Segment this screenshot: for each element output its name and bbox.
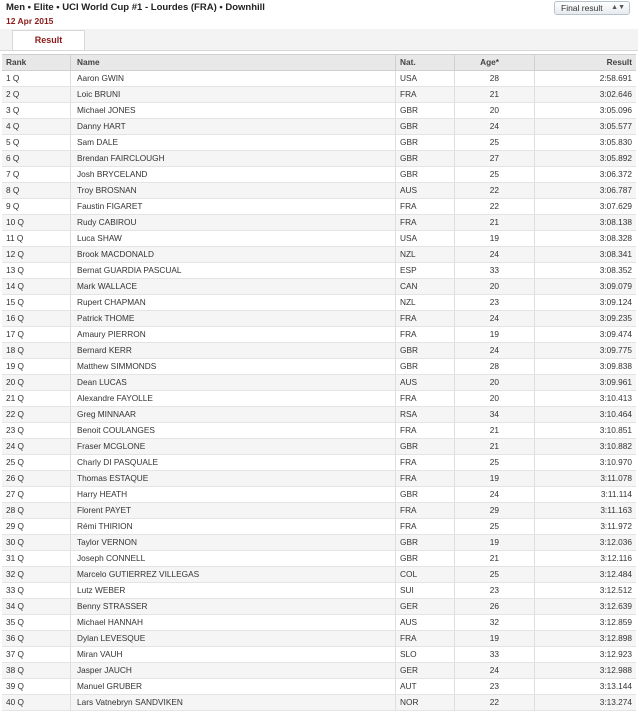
rider-name-cell: Miran VAUH — [77, 647, 396, 662]
nationality-cell: FRA — [400, 471, 455, 486]
rank-cell: 32 Q — [6, 567, 71, 582]
rank-cell: 34 Q — [6, 599, 71, 614]
table-row — [2, 695, 636, 711]
table-row — [2, 647, 636, 663]
column-header-result[interactable]: Result — [606, 57, 632, 67]
result-time-cell: 3:11.078 — [600, 473, 632, 483]
nationality-cell: GBR — [400, 487, 455, 502]
rank-cell: 25 Q — [6, 455, 71, 470]
age-cell: 28 — [489, 361, 499, 371]
rank-cell: 38 Q — [6, 663, 71, 678]
rank-cell: 24 Q — [6, 439, 71, 454]
result-time-cell: 3:12.116 — [600, 553, 632, 563]
result-time-cell: 3:02.646 — [599, 89, 632, 99]
rank-cell: 14 Q — [6, 279, 71, 294]
rank-cell: 7 Q — [6, 167, 71, 182]
column-header-age[interactable]: Age* — [480, 57, 499, 67]
rank-cell: 12 Q — [6, 247, 71, 262]
age-cell: 20 — [489, 281, 499, 291]
age-cell: 22 — [489, 201, 499, 211]
result-time-cell: 3:12.512 — [599, 585, 632, 595]
nationality-cell: FRA — [400, 199, 455, 214]
age-cell: 24 — [489, 249, 499, 259]
result-time-cell: 3:10.970 — [599, 457, 632, 467]
select-arrows-icon: ▲▼ — [611, 4, 625, 11]
age-cell: 19 — [489, 329, 499, 339]
age-cell: 26 — [489, 601, 499, 611]
result-time-cell: 3:08.138 — [599, 217, 632, 227]
tab-result[interactable]: Result — [12, 30, 85, 50]
result-time-cell: 3:09.124 — [599, 297, 632, 307]
rider-name-cell: Taylor VERNON — [77, 535, 396, 550]
column-header-name[interactable]: Name — [77, 55, 396, 70]
result-time-cell: 3:08.328 — [599, 233, 632, 243]
nationality-cell: GBR — [400, 135, 455, 150]
nationality-cell: FRA — [400, 423, 455, 438]
table-row — [2, 519, 636, 535]
rank-cell: 33 Q — [6, 583, 71, 598]
nationality-cell: NZL — [400, 295, 455, 310]
rider-name-cell: Aaron GWIN — [77, 71, 396, 86]
rider-name-cell: Florent PAYET — [77, 503, 396, 518]
age-cell: 24 — [489, 313, 499, 323]
nationality-cell: GBR — [400, 119, 455, 134]
rider-name-cell: Jasper JAUCH — [77, 663, 396, 678]
result-time-cell: 3:12.988 — [599, 665, 632, 675]
rider-name-cell: Rupert CHAPMAN — [77, 295, 396, 310]
age-cell: 28 — [489, 73, 499, 83]
rider-name-cell: Brook MACDONALD — [77, 247, 396, 262]
rider-name-cell: Manuel GRUBER — [77, 679, 396, 694]
nationality-cell: USA — [400, 231, 455, 246]
rider-name-cell: Mark WALLACE — [77, 279, 396, 294]
rank-cell: 22 Q — [6, 407, 71, 422]
table-row — [2, 279, 636, 295]
rider-name-cell: Troy BROSNAN — [77, 183, 396, 198]
rank-cell: 20 Q — [6, 375, 71, 390]
column-header-nat[interactable]: Nat. — [400, 55, 455, 70]
nationality-cell: GER — [400, 663, 455, 678]
nationality-cell: FRA — [400, 391, 455, 406]
result-time-cell: 3:12.639 — [599, 601, 632, 611]
table-row — [2, 199, 636, 215]
age-cell: 20 — [489, 393, 499, 403]
result-time-cell: 3:08.341 — [599, 249, 632, 259]
age-cell: 33 — [489, 649, 499, 659]
table-row — [2, 551, 636, 567]
result-time-cell: 3:06.787 — [599, 185, 632, 195]
rank-cell: 1 Q — [6, 71, 71, 86]
rank-cell: 36 Q — [6, 631, 71, 646]
result-time-cell: 3:10.851 — [599, 425, 632, 435]
rank-cell: 28 Q — [6, 503, 71, 518]
rider-name-cell: Lars Vatnebryn SANDVIKEN — [77, 695, 396, 710]
age-cell: 24 — [489, 665, 499, 675]
result-time-cell: 3:06.372 — [599, 169, 632, 179]
age-cell: 19 — [489, 633, 499, 643]
rider-name-cell: Patrick THOME — [77, 311, 396, 326]
result-time-cell: 3:11.972 — [600, 521, 632, 531]
rider-name-cell: Michael HANNAH — [77, 615, 396, 630]
nationality-cell: FRA — [400, 631, 455, 646]
age-cell: 25 — [489, 457, 499, 467]
nationality-cell: SUI — [400, 583, 455, 598]
age-cell: 19 — [489, 473, 499, 483]
rank-cell: 31 Q — [6, 551, 71, 566]
nationality-cell: GBR — [400, 151, 455, 166]
nationality-cell: NZL — [400, 247, 455, 262]
age-cell: 21 — [489, 441, 499, 451]
rider-name-cell: Rémi THIRION — [77, 519, 396, 534]
rank-cell: 9 Q — [6, 199, 71, 214]
result-time-cell: 2:58.691 — [599, 73, 632, 83]
rider-name-cell: Greg MINNAAR — [77, 407, 396, 422]
age-cell: 21 — [489, 89, 499, 99]
rider-name-cell: Matthew SIMMONDS — [77, 359, 396, 374]
age-cell: 25 — [489, 137, 499, 147]
age-cell: 33 — [489, 265, 499, 275]
rank-cell: 27 Q — [6, 487, 71, 502]
age-cell: 21 — [489, 217, 499, 227]
table-row — [2, 471, 636, 487]
nationality-cell: GBR — [400, 551, 455, 566]
table-row — [2, 343, 636, 359]
nationality-cell: RSA — [400, 407, 455, 422]
table-row — [2, 183, 636, 199]
table-row — [2, 631, 636, 647]
table-row — [2, 615, 636, 631]
result-time-cell: 3:12.036 — [599, 537, 632, 547]
result-time-cell: 3:05.892 — [599, 153, 632, 163]
rank-cell: 11 Q — [6, 231, 71, 246]
rider-name-cell: Fraser MCGLONE — [77, 439, 396, 454]
result-time-cell: 3:09.474 — [599, 329, 632, 339]
table-row — [2, 119, 636, 135]
table-row — [2, 87, 636, 103]
nationality-cell: FRA — [400, 311, 455, 326]
rank-cell: 10 Q — [6, 215, 71, 230]
table-row — [2, 167, 636, 183]
age-cell: 20 — [489, 377, 499, 387]
rider-name-cell: Dean LUCAS — [77, 375, 396, 390]
age-cell: 21 — [489, 425, 499, 435]
rank-cell: 6 Q — [6, 151, 71, 166]
nationality-cell: AUS — [400, 615, 455, 630]
tab-bar — [0, 29, 638, 51]
table-row — [2, 679, 636, 695]
age-cell: 24 — [489, 121, 499, 131]
table-row — [2, 215, 636, 231]
table-row — [2, 599, 636, 615]
age-cell: 19 — [489, 537, 499, 547]
nationality-cell: FRA — [400, 455, 455, 470]
table-row — [2, 439, 636, 455]
nationality-cell: FRA — [400, 503, 455, 518]
age-cell: 22 — [489, 697, 499, 707]
nationality-cell: AUT — [400, 679, 455, 694]
rider-name-cell: Rudy CABIROU — [77, 215, 396, 230]
rider-name-cell: Marcelo GUTIERREZ VILLEGAS — [77, 567, 396, 582]
result-time-cell: 3:09.235 — [599, 313, 632, 323]
nationality-cell: ESP — [400, 263, 455, 278]
table-row — [2, 663, 636, 679]
rank-cell: 19 Q — [6, 359, 71, 374]
nationality-cell: FRA — [400, 87, 455, 102]
nationality-cell: AUS — [400, 375, 455, 390]
table-row — [2, 103, 636, 119]
age-cell: 32 — [489, 617, 499, 627]
rank-cell: 23 Q — [6, 423, 71, 438]
rider-name-cell: Bernat GUARDIA PASCUAL — [77, 263, 396, 278]
rank-cell: 30 Q — [6, 535, 71, 550]
rank-cell: 4 Q — [6, 119, 71, 134]
rank-cell: 39 Q — [6, 679, 71, 694]
nationality-cell: SLO — [400, 647, 455, 662]
event-date: 12 Apr 2015 — [6, 16, 54, 26]
result-time-cell: 3:13.144 — [599, 681, 632, 691]
result-time-cell: 3:10.413 — [599, 393, 632, 403]
table-body — [2, 71, 636, 711]
nationality-cell: FRA — [400, 519, 455, 534]
table-row — [2, 375, 636, 391]
rider-name-cell: Luca SHAW — [77, 231, 396, 246]
age-cell: 21 — [489, 553, 499, 563]
rank-cell: 26 Q — [6, 471, 71, 486]
rider-name-cell: Benoit COULANGES — [77, 423, 396, 438]
table-row — [2, 423, 636, 439]
rider-name-cell: Harry HEATH — [77, 487, 396, 502]
table-row — [2, 583, 636, 599]
rank-cell: 3 Q — [6, 103, 71, 118]
table-row — [2, 263, 636, 279]
table-row — [2, 503, 636, 519]
rank-cell: 35 Q — [6, 615, 71, 630]
rank-cell: 21 Q — [6, 391, 71, 406]
nationality-cell: FRA — [400, 215, 455, 230]
nationality-cell: AUS — [400, 183, 455, 198]
rider-name-cell: Michael JONES — [77, 103, 396, 118]
table-row — [2, 535, 636, 551]
table-header-row — [2, 55, 636, 71]
age-cell: 25 — [489, 521, 499, 531]
page-title: Men • Elite • UCI World Cup #1 - Lourdes (FRA) • Downhill — [6, 2, 265, 13]
rider-name-cell: Charly DI PASQUALE — [77, 455, 396, 470]
result-time-cell: 3:11.163 — [600, 505, 632, 515]
rank-cell: 8 Q — [6, 183, 71, 198]
table-row — [2, 151, 636, 167]
result-time-cell: 3:08.352 — [599, 265, 632, 275]
age-cell: 23 — [489, 585, 499, 595]
age-cell: 22 — [489, 185, 499, 195]
result-time-cell: 3:07.629 — [599, 201, 632, 211]
nationality-cell: FRA — [400, 327, 455, 342]
result-time-cell: 3:09.079 — [599, 281, 632, 291]
age-cell: 24 — [489, 345, 499, 355]
rider-name-cell: Bernard KERR — [77, 343, 396, 358]
rank-cell: 2 Q — [6, 87, 71, 102]
rank-cell: 5 Q — [6, 135, 71, 150]
nationality-cell: GBR — [400, 167, 455, 182]
result-time-cell: 3:12.923 — [599, 649, 632, 659]
table-row — [2, 71, 636, 87]
result-time-cell: 3:05.577 — [599, 121, 632, 131]
result-type-select[interactable] — [554, 1, 630, 15]
result-time-cell: 3:12.859 — [599, 617, 632, 627]
rider-name-cell: Brendan FAIRCLOUGH — [77, 151, 396, 166]
table-row — [2, 359, 636, 375]
result-time-cell: 3:05.830 — [599, 137, 632, 147]
age-cell: 19 — [489, 233, 499, 243]
age-cell: 29 — [489, 505, 499, 515]
age-cell: 34 — [489, 409, 499, 419]
rider-name-cell: Alexandre FAYOLLE — [77, 391, 396, 406]
table-row — [2, 311, 636, 327]
rider-name-cell: Faustin FIGARET — [77, 199, 396, 214]
rider-name-cell: Lutz WEBER — [77, 583, 396, 598]
rider-name-cell: Joseph CONNELL — [77, 551, 396, 566]
rank-cell: 15 Q — [6, 295, 71, 310]
table-row — [2, 407, 636, 423]
rider-name-cell: Sam DALE — [77, 135, 396, 150]
nationality-cell: CAN — [400, 279, 455, 294]
rider-name-cell: Thomas ESTAQUE — [77, 471, 396, 486]
nationality-cell: GBR — [400, 343, 455, 358]
age-cell: 23 — [489, 297, 499, 307]
nationality-cell: GBR — [400, 535, 455, 550]
rider-name-cell: Amaury PIERRON — [77, 327, 396, 342]
age-cell: 25 — [489, 169, 499, 179]
result-time-cell: 3:09.838 — [599, 361, 632, 371]
nationality-cell: GER — [400, 599, 455, 614]
result-time-cell: 3:13.274 — [599, 697, 632, 707]
result-time-cell: 3:12.484 — [599, 569, 632, 579]
column-header-rank[interactable]: Rank — [6, 55, 71, 70]
rank-cell: 29 Q — [6, 519, 71, 534]
rider-name-cell: Loic BRUNI — [77, 87, 396, 102]
table-row — [2, 391, 636, 407]
rank-cell: 16 Q — [6, 311, 71, 326]
results-table — [2, 54, 636, 711]
table-row — [2, 135, 636, 151]
age-cell: 20 — [489, 105, 499, 115]
rider-name-cell: Benny STRASSER — [77, 599, 396, 614]
rank-cell: 37 Q — [6, 647, 71, 662]
rank-cell: 40 Q — [6, 695, 71, 710]
result-time-cell: 3:12.898 — [599, 633, 632, 643]
table-row — [2, 455, 636, 471]
rank-cell: 18 Q — [6, 343, 71, 358]
result-time-cell: 3:09.775 — [599, 345, 632, 355]
age-cell: 23 — [489, 681, 499, 691]
nationality-cell: GBR — [400, 439, 455, 454]
rider-name-cell: Josh BRYCELAND — [77, 167, 396, 182]
age-cell: 24 — [489, 489, 499, 499]
table-row — [2, 231, 636, 247]
nationality-cell: GBR — [400, 359, 455, 374]
result-time-cell: 3:10.464 — [599, 409, 632, 419]
nationality-cell: USA — [400, 71, 455, 86]
table-row — [2, 487, 636, 503]
rider-name-cell: Danny HART — [77, 119, 396, 134]
rank-cell: 17 Q — [6, 327, 71, 342]
age-cell: 25 — [489, 569, 499, 579]
age-cell: 27 — [489, 153, 499, 163]
nationality-cell: NOR — [400, 695, 455, 710]
rider-name-cell: Dylan LEVESQUE — [77, 631, 396, 646]
table-row — [2, 567, 636, 583]
result-time-cell: 3:05.096 — [599, 105, 632, 115]
nationality-cell: GBR — [400, 103, 455, 118]
table-row — [2, 327, 636, 343]
table-row — [2, 247, 636, 263]
result-time-cell: 3:09.961 — [599, 377, 632, 387]
result-type-value: Final result — [561, 3, 603, 13]
nationality-cell: COL — [400, 567, 455, 582]
result-time-cell: 3:10.882 — [599, 441, 632, 451]
result-time-cell: 3:11.114 — [600, 489, 632, 499]
rank-cell: 13 Q — [6, 263, 71, 278]
table-row — [2, 295, 636, 311]
